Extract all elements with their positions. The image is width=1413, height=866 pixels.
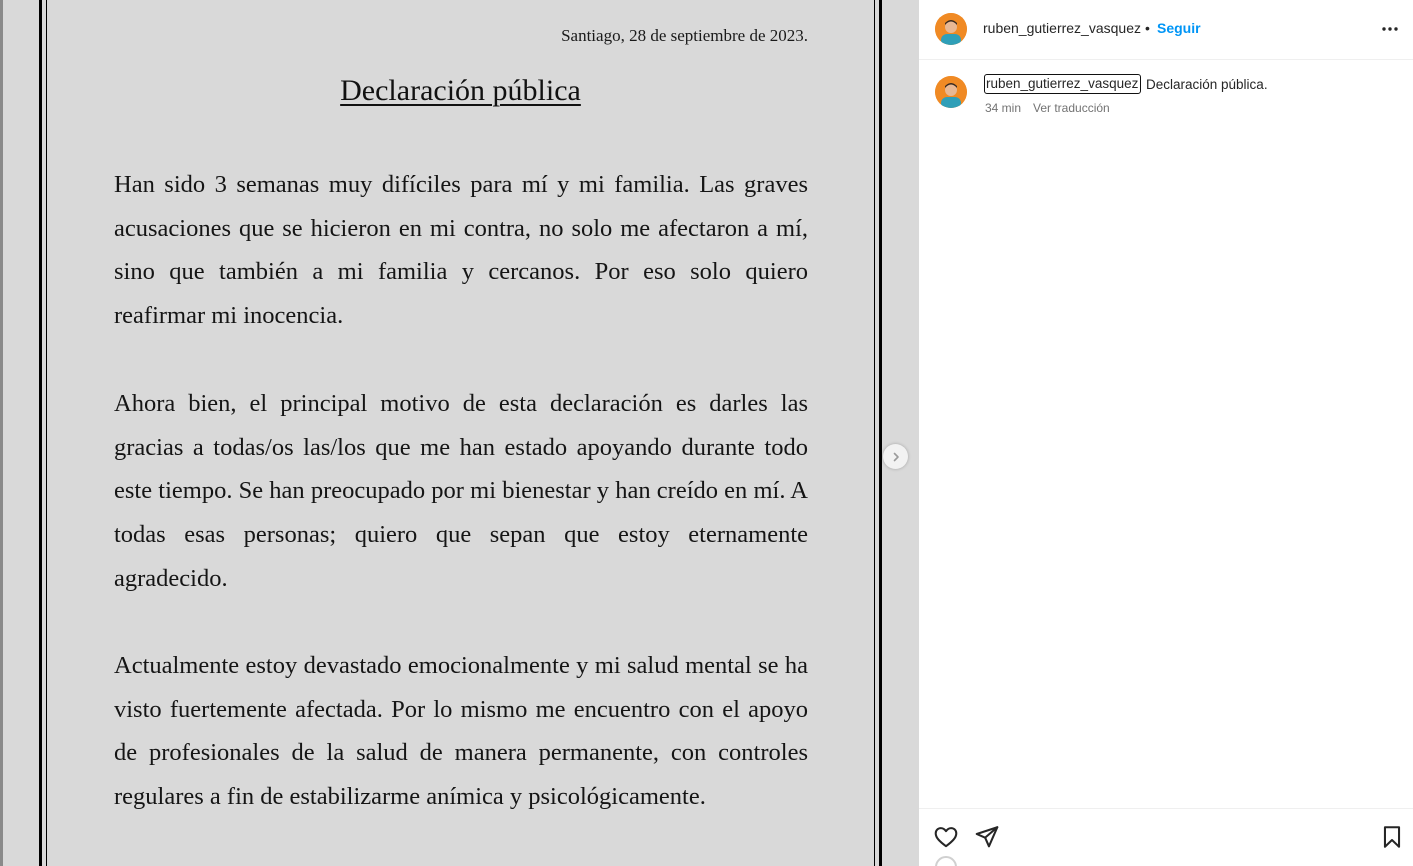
document-title: Declaración pública (340, 74, 581, 107)
post-header (919, 0, 1413, 60)
statement-document-image (39, 0, 882, 866)
document-date: Santiago, 28 de septiembre de 2023. (561, 26, 808, 45)
separator-dot: • (1145, 20, 1150, 36)
post-timestamp: 34 min (985, 101, 1022, 115)
next-image-button[interactable] (883, 444, 908, 469)
document-paragraph: Han sido 3 semanas muy difíciles para mí y mi familia. Las graves acusaciones que se hicieron en mi contra, no solo me afectaron a mí, sino que también a mi familia y cercanos. Por eso solo quiero reafirmar mi inocencia. (114, 171, 808, 330)
share-button[interactable] (974, 824, 1000, 850)
avatar[interactable] (935, 13, 967, 45)
avatar[interactable] (935, 76, 967, 108)
more-horizontal-icon (1381, 26, 1399, 32)
follow-button[interactable]: Seguir (1157, 20, 1201, 36)
post-actions-bar (919, 808, 1413, 866)
document-paragraph: Actualmente estoy devastado emocionalmente y mi salud mental se ha visto fuertemente afectada. Por lo mismo me encuentro con el apoyo de profesionales de la salud de manera permanente, con controles regulares a fin de estabilizarme anímica y psicológicamente. (114, 652, 808, 811)
post-panel (919, 0, 1413, 866)
see-translation-link[interactable]: Ver traducción (1033, 101, 1110, 115)
save-button[interactable] (1379, 824, 1405, 850)
like-button[interactable] (933, 824, 959, 850)
more-options-button[interactable] (1377, 18, 1403, 40)
chevron-right-icon (890, 451, 902, 463)
paper-plane-icon (974, 824, 1000, 850)
bookmark-icon (1379, 824, 1405, 850)
caption-text: Declaración pública. (1146, 77, 1268, 92)
caption-username-link[interactable]: ruben_gutierrez_vasquez (984, 74, 1141, 94)
heart-icon (933, 824, 959, 850)
viewer-edge (0, 0, 3, 866)
document-paragraph: Ahora bien, el principal motivo de esta declaración es darles las gracias a todas/os las/los que me han estado apoyando durante todo este tiempo. Se han preocupado por mi bienestar y han creído en mí. A todas esas personas; quiero que sepan que estoy eternamente agradecido. (114, 390, 808, 592)
post-author-username[interactable]: ruben_gutierrez_vasquez (983, 20, 1141, 36)
